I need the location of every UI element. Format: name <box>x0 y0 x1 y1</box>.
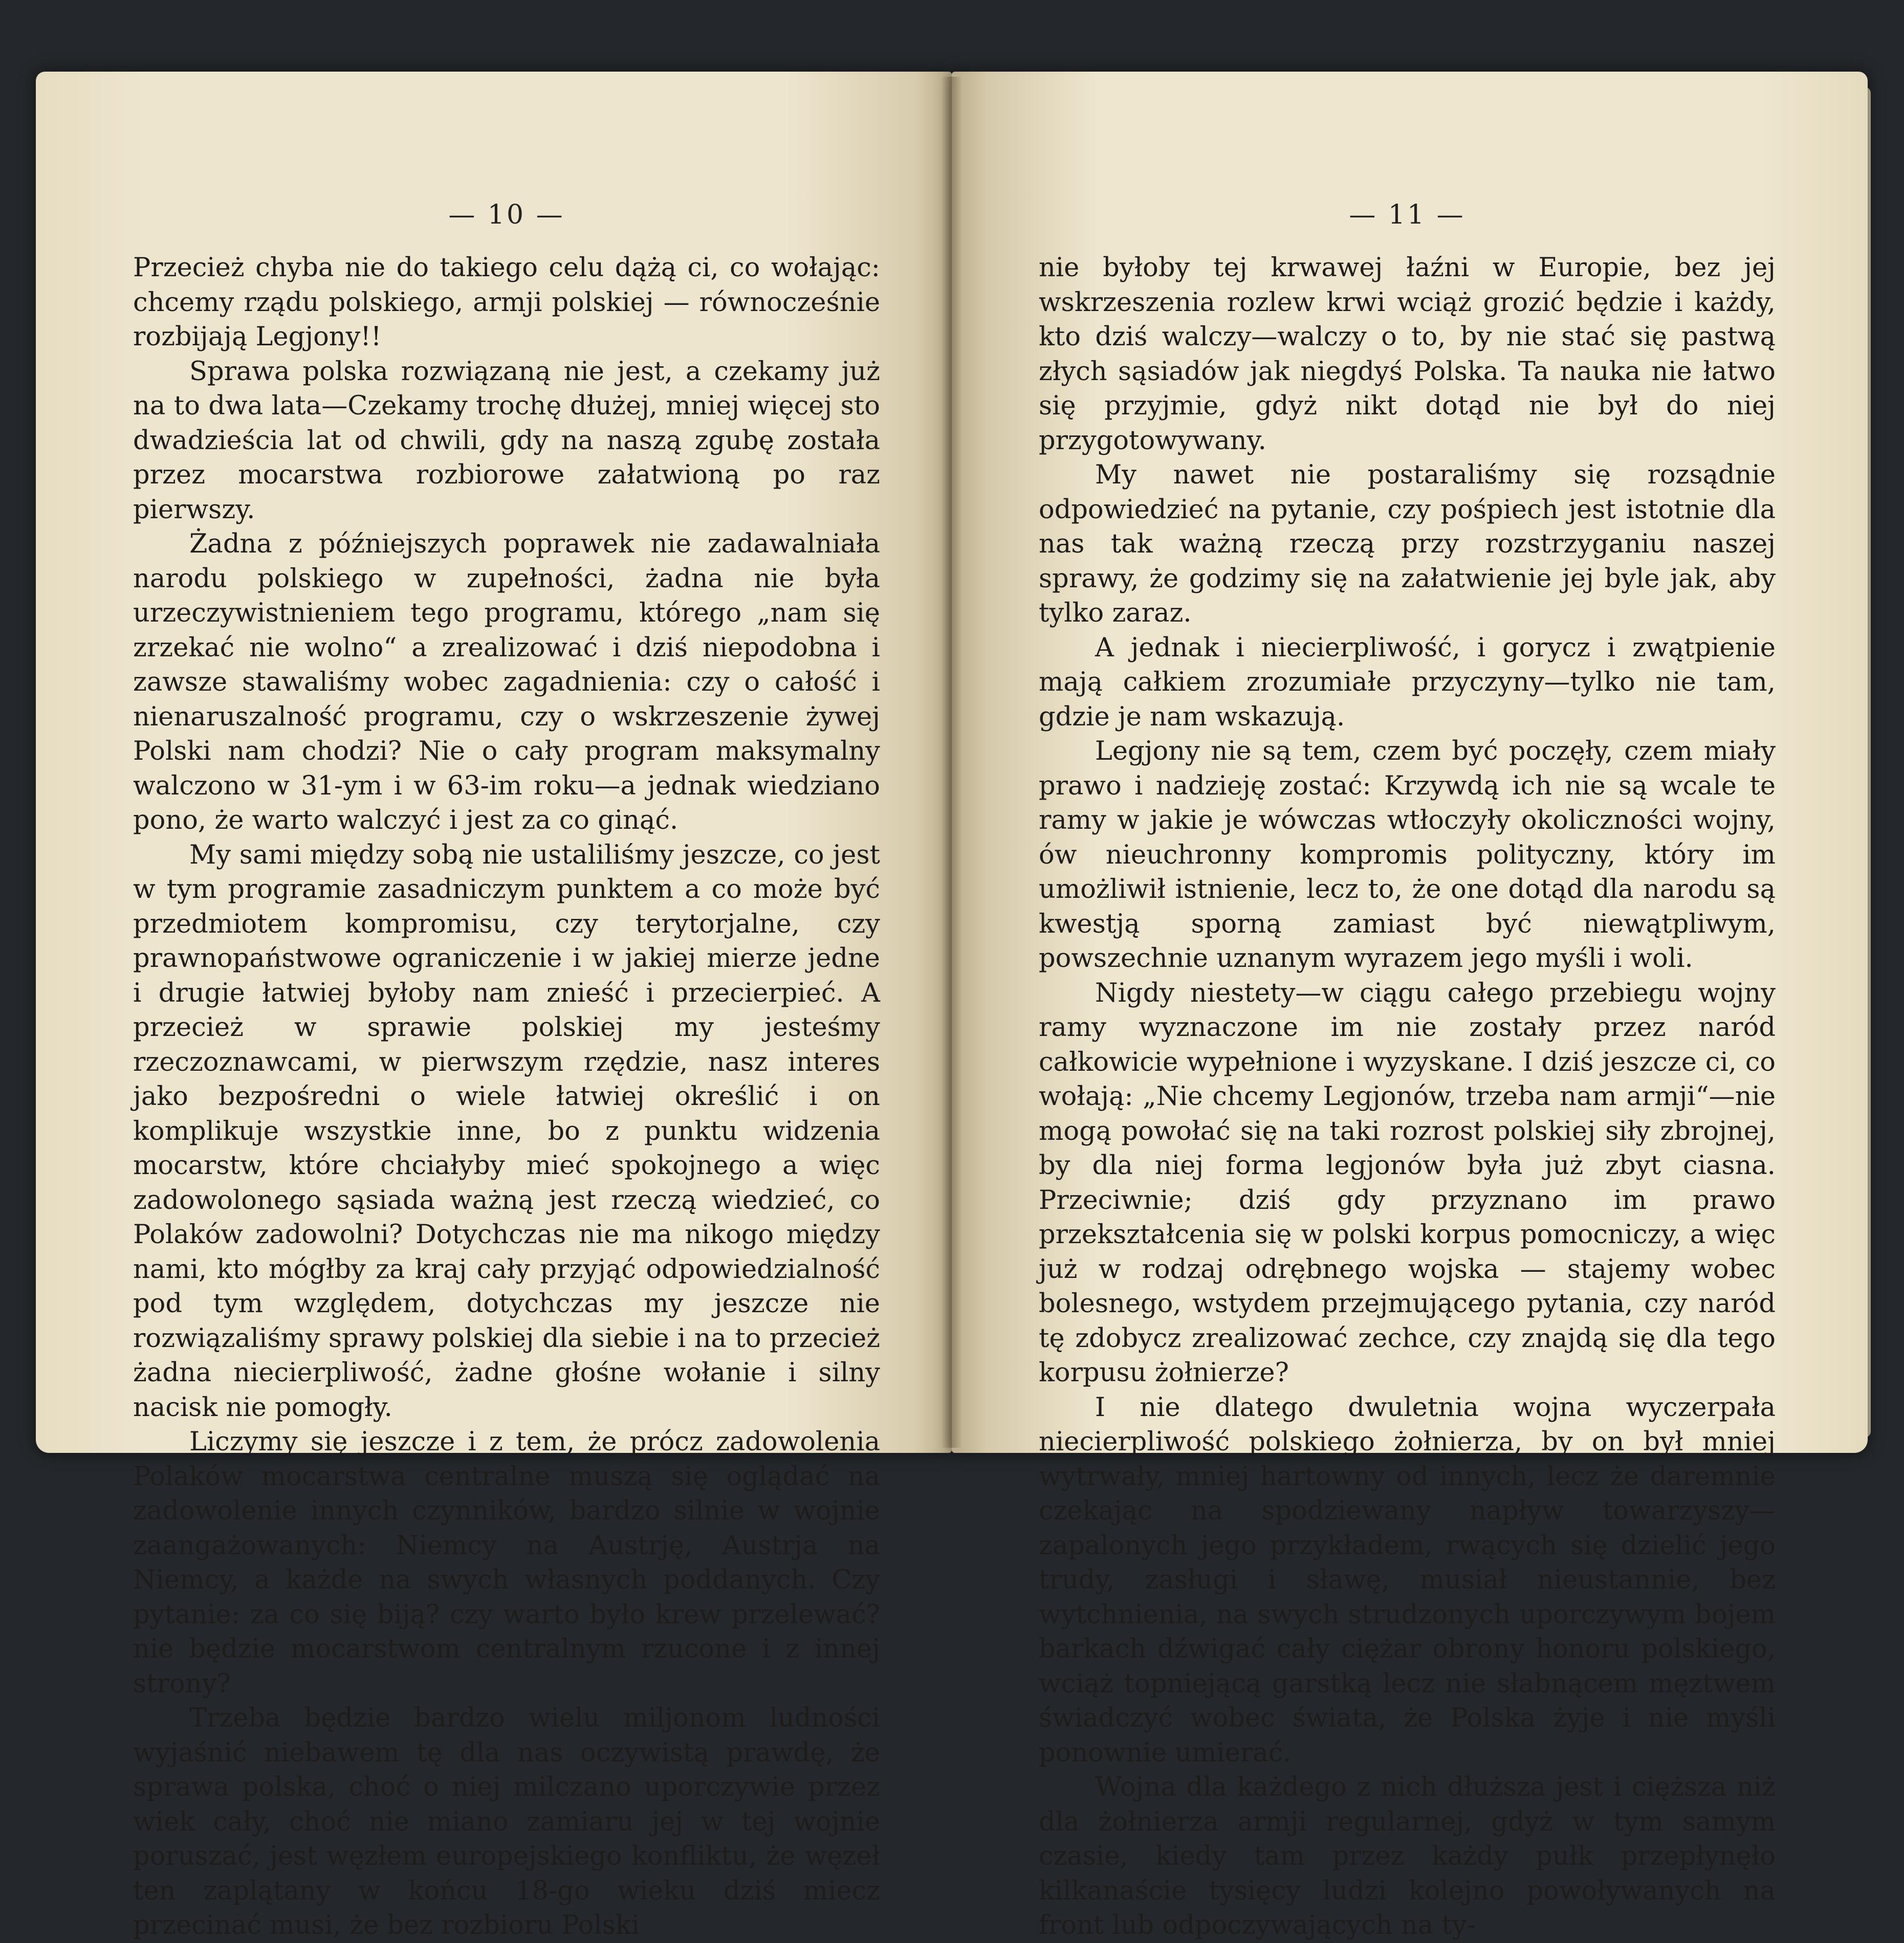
paragraph: Wojna dla każdego z nich dłuższa jest i cięższa niż dla żołnierza armji regularnej, gdyż w tym samym czasie, kiedy tam przez każdy pułk przepłynęło kilkanaście tysięcy ludzi kolejno powoływanych na front lub odpoczywających na ty- <box>1039 1772 1776 1940</box>
paragraph: Przecież chyba nie do takiego celu dążą ci, co wołając: chcemy rządu polskiego, armji polskiej — równocześnie rozbijają Legjony!! <box>133 253 880 352</box>
paragraph: A jednak i niecierpliwość, i gorycz i zwątpienie mają całkiem zrozumiałe przyczyny—tylko nie tam, gdzie je nam wskazują. <box>1039 632 1776 732</box>
open-booklet <box>36 61 1868 1940</box>
left-page-text <box>133 251 880 1943</box>
book-spine <box>942 77 962 1448</box>
paragraph: My sami między sobą nie ustaliliśmy jeszcze, co jest w tym programie zasadniczym punktem a co może być przedmiotem kompromisu, czy terytorjalne, czy prawnopaństwowe ograniczenie i w jakiej mierze jedne i drugie łatwiej byłoby nam znieść i przecierpieć. A przecież w sprawie polskiej my jesteśmy rzeczoznawcami, w pierwszym rzędzie, nasz interes jako bezpośredni o wiele łatwiej określić i on komplikuje wszystkie inne, bo z punktu widzenia mocarstw, które chciałyby mieć spokojnego a więc zadowolonego sąsiada ważną jest rzeczą wiedzieć, co Polaków zadowolni? Dotychczas nie ma nikogo między nami, kto mógłby za kraj cały przyjąć odpowiedzialność pod tym względem, dotychczas my jeszcze nie rozwiązaliśmy sprawy polskiej dla siebie i na to przecież żadna niecierpliwość, żadne głośne wołanie i silny nacisk nie pomogły. <box>133 840 880 1423</box>
paragraph: Nigdy niestety—w ciągu całego przebiegu wojny ramy wyznaczone im nie zostały przez naród całkowicie wypełnione i wyzyskane. I dziś jeszcze ci, co wołają: „Nie chcemy Legjonów, trzeba nam armji“—nie mogą powołać się na taki rozrost polskiej siły zbrojnej, by dla niej forma legjonów była już zbyt ciasna. Przeciwnie; dziś gdy przyznano im prawo przekształcenia się w polski korpus pomocniczy, a więc już w rodzaj odrębnego wojska — stajemy wobec bolesnego, wstydem przejmującego pytania, czy naród tę zdobycz zrealizować zechce, czy znajdą się dla tego korpusu żołnierze? <box>1039 978 1776 1388</box>
paragraph: nie byłoby tej krwawej łaźni w Europie, bez jej wskrzeszenia rozlew krwi wciąż grozić będzie i każdy, kto dziś walczy—walczy o to, by nie stać się pastwą złych sąsiadów jak niegdyś Polska. Ta nauka nie łatwo się przyjmie, gdyż nikt dotąd nie był do niej przygotowywany. <box>1039 253 1776 456</box>
paragraph: Sprawa polska rozwiązaną nie jest, a czekamy już na to dwa lata—Czekamy trochę dłużej, mniej więcej sto dwadzieścia lat od chwili, gdy na naszą zgubę została przez mocarstwa rozbiorowe załatwioną po raz pierwszy. <box>133 356 880 525</box>
paragraph: Trzeba będzie bardzo wielu miljonom ludności wyjaśnić niebawem tę dla nas oczywistą prawdę, że sprawa polska, choć o niej milczano uporczywie przez wiek cały, choć nie miano zamiaru jej w tej wojnie poruszać, jest węzłem europejskiego konfliktu, że węzeł ten zaplątany w końcu 18-go wieku dziś miecz przecinać musi, że bez rozbioru Polski <box>133 1703 880 1940</box>
right-page-text <box>1039 251 1776 1943</box>
left-page <box>36 72 952 1940</box>
paragraph: Liczymy się jeszcze i z tem, że prócz zadowolenia Polaków mocarstwa centralne muszą się oglądać na zadowolenie innych czynników, bardzo silnie w wojnie zaangażowanych: Niemcy na Austrję, Austrja na Niemcy, a każde na swych własnych poddanych. Czy pytanie: za co się biją? czy warto było krew przelewać? nie będzie mocarstwom centralnym rzucone i z innej strony? <box>133 1427 880 1699</box>
paragraph: Legjony nie są tem, czem być poczęły, czem miały prawo i nadzieję zostać: Krzywdą ich nie są wcale te ramy w jakie je wówczas wtłoczyły okoliczności wojny, ów nieuchronny kompromis polityczny, który im umożliwił istnienie, lecz to, że one dotąd dla narodu są kwestją sporną zamiast być niewątpliwym, powszechnie uznanym wyrazem jego myśli i woli. <box>1039 736 1776 974</box>
page-number-left: — 10 — <box>448 200 565 230</box>
page-number-right: — 11 — <box>1349 200 1465 230</box>
paragraph: I nie dlatego dwuletnia wojna wyczerpała niecierpliwość polskiego żołnierza, by on był mniej wytrwały, mniej hartowny od innych, lecz że daremnie czekając na spodziewany napływ towarzyszy—zapalonych jego przykładem, rwących się dzielić jego trudy, zasługi i sławę, musiał nieustannie, bez wytchnienia, na swych strudzonych uporczywym bojem barkach dźwigać cały ciężar obrony honoru polskiego, wciąż topniejącą garstką lecz nie słabnącem męztwem świadczyć wobec świata, że Polska żyje i nie myśli ponownie umierać. <box>1039 1392 1776 1768</box>
paragraph: Żadna z późniejszych poprawek nie zadawalniała narodu polskiego w zupełności, żadna nie była urzeczywistnieniem tego programu, którego „nam się zrzekać nie wolno“ a zrealizować i dziś niepodobna i zawsze stawaliśmy wobec zagadnienia: czy o całość i nienaruszalność programu, czy o wskrzeszenie żywej Polski nam chodzi? Nie o cały program maksymalny walczono w 31-ym i w 63-im roku—a jednak wiedziano pono, że warto walczyć i jest za co ginąć. <box>133 529 880 835</box>
right-page <box>952 72 1868 1940</box>
paragraph: My nawet nie postaraliśmy się rozsądnie odpowiedzieć na pytanie, czy pośpiech jest istotnie dla nas tak ważną rzeczą przy rozstrzyganiu naszej sprawy, że godzimy się na załatwienie jej byle jak, aby tylko zaraz. <box>1039 460 1776 628</box>
